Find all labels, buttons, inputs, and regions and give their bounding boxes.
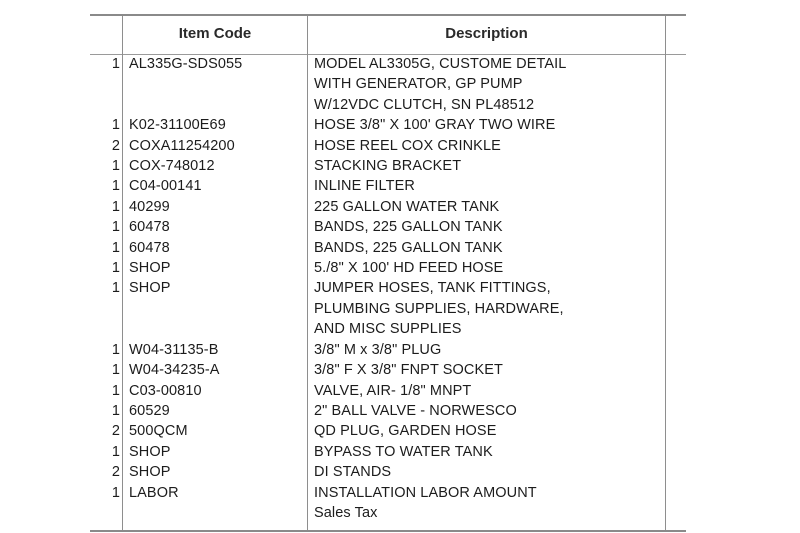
table-row [90,381,686,401]
table-row [90,258,686,278]
item-code-cell: COX-748012 [129,158,215,175]
table-row [90,503,686,523]
table-row [90,115,686,135]
description-cell: BANDS, 225 GALLON TANK [314,239,503,256]
quantity-cell [90,503,122,523]
table-row [90,197,686,217]
description-cell: BANDS, 225 GALLON TANK [314,219,503,236]
table-row [90,401,686,421]
quantity-cell: 1 [111,484,120,501]
quantity-cell: 1 [111,260,120,277]
header-description: Description [445,25,528,42]
item-code-cell: SHOP [129,280,171,297]
item-code-cell: COXA11254200 [129,137,235,154]
item-code-cell: C04-00141 [129,178,202,195]
table-row [90,483,686,503]
description-cell: 3/8" M x 3/8" PLUG [314,341,442,358]
table-row [90,217,686,237]
item-code-cell: 60478 [129,239,170,256]
description-cell: 5./8" X 100' HD FEED HOSE [314,260,504,277]
item-code-cell: K02-31100E69 [129,117,226,134]
quantity-cell: 1 [111,219,120,236]
description-cell: BYPASS TO WATER TANK [314,443,493,460]
item-code-cell: 60478 [129,219,170,236]
quantity-cell: 1 [111,362,120,379]
table-row [90,54,686,115]
quantity-cell: 1 [111,402,120,419]
description-cell: QD PLUG, GARDEN HOSE [314,423,497,440]
description-cell: Sales Tax [314,504,378,521]
invoice-table [90,14,688,532]
table-row [90,421,686,441]
description-cell: MODEL AL3305G, CUSTOME DETAIL WITH GENERATOR, GP PUMP W/12VDC CLUTCH, SN PL48512 [314,56,567,113]
description-cell: HOSE 3/8" X 100' GRAY TWO WIRE [314,117,556,134]
table-row [90,442,686,462]
item-code-cell: SHOP [129,260,171,277]
quantity-cell: 2 [111,464,120,481]
description-cell: VALVE, AIR- 1/8" MNPT [314,382,472,399]
quantity-cell: 1 [111,239,120,256]
table-row [90,176,686,196]
table-body [90,54,686,523]
item-code-cell: W04-34235-A [129,362,220,379]
item-code-cell: SHOP [129,464,171,481]
description-cell: 2" BALL VALVE - NORWESCO [314,402,517,419]
item-code-cell: C03-00810 [129,382,202,399]
item-code-cell: 500QCM [129,423,188,440]
description-cell: INSTALLATION LABOR AMOUNT [314,484,537,501]
item-code-cell: AL335G-SDS055 [129,56,243,72]
quantity-cell: 1 [111,443,120,460]
quantity-cell: 1 [111,158,120,175]
table-row [90,238,686,258]
header-item-code: Item Code [178,25,252,42]
table-row [90,462,686,482]
table-row [90,156,686,176]
description-cell: HOSE REEL COX CRINKLE [314,137,501,154]
quantity-cell: 1 [111,178,120,195]
item-code-cell: SHOP [129,443,171,460]
description-cell: INLINE FILTER [314,178,415,195]
item-code-cell: 60529 [129,402,170,419]
description-cell: DI STANDS [314,464,392,481]
quantity-cell: 1 [111,341,120,358]
table-row [90,136,686,156]
table-row [90,360,686,380]
table-row [90,340,686,360]
quantity-cell: 1 [111,382,120,399]
quantity-cell: 1 [111,198,120,215]
table-row [90,278,686,339]
item-code-cell: LABOR [129,484,179,501]
quantity-cell: 2 [111,137,120,154]
quantity-cell: 1 [111,280,120,297]
description-cell: STACKING BRACKET [314,158,462,175]
description-cell: 3/8" F X 3/8" FNPT SOCKET [314,362,503,379]
item-code-cell [123,503,307,523]
item-code-cell: W04-31135-B [129,341,219,358]
quantity-cell: 1 [111,117,120,134]
item-code-cell: 40299 [129,198,170,215]
description-cell: 225 GALLON WATER TANK [314,198,500,215]
quantity-cell: 2 [111,423,120,440]
table-bottom-rule [90,530,686,532]
description-cell: JUMPER HOSES, TANK FITTINGS, PLUMBING SUPPLIES, HARDWARE, AND MISC SUPPLIES [314,280,564,338]
quantity-cell: 1 [111,56,120,72]
